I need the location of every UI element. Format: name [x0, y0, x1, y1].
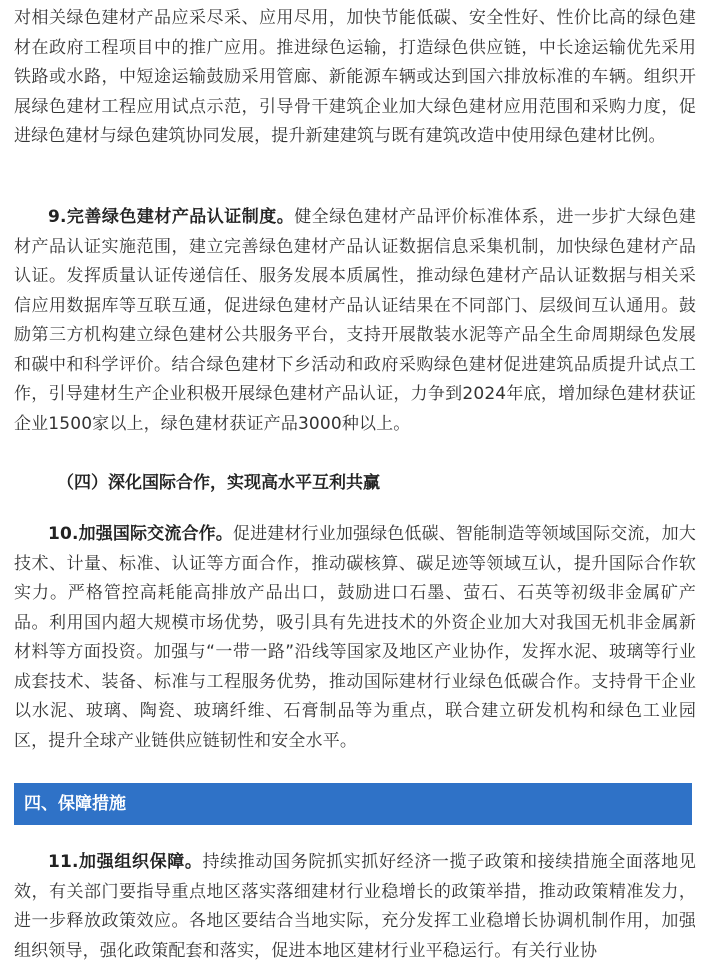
- paragraph-item-9: [14, 203, 696, 439]
- item-9-heading: 9.完善绿色建材产品认证制度。: [48, 207, 295, 227]
- paragraph-item-11: [14, 848, 696, 966]
- item-10-heading: 10.加强国际交流合作。: [48, 524, 233, 544]
- paragraph-green-building-materials-application: [14, 4, 696, 184]
- section-heading-safeguard-measures: 四、保障措施: [14, 783, 692, 825]
- item-10-text: 促进建材行业加强绿色低碳、智能制造等领域国际交流，加大技术、计量、标准、认证等方面合作，推动碳核算、碳足迹等领域互认，提升国际合作软实力。严格管控高耗能高排放产品出口，鼓励进口石墨、萤石、石英等初级非金属矿产品。利用国内超大规模市场优势，吸引具有先进技术的外资企业加大对我国无机非金属新材料等方面投资。加强与“一带一路”沿线等国家及地区产业协作，发挥水泥、玻璃等行业成套技术、装备、标准与工程服务优势，推动国际建材行业绿色低碳合作。支持骨干企业以水泥、玻璃、陶瓷、玻璃纤维、石膏制品等为重点，联合建立研发机构和绿色工业园区，提升全球产业链供应链韧性和安全水平。: [14, 524, 696, 751]
- paragraph-item-10: [14, 520, 696, 756]
- item-11-heading: 11.加强组织保障。: [48, 852, 203, 872]
- item-9-text: 健全绿色建材产品评价标准体系，进一步扩大绿色建材产品认证实施范围，建立完善绿色建材产品认证数据信息采集机制，加快绿色建材产品认证。发挥质量认证传递信任、服务发展本质属性，推动绿色建材产品认证数据与相关采信应用数据库等互联互通，促进绿色建材产品认证结果在不同部门、层级间互认通用。鼓励第三方机构建立绿色建材公共服务平台，支持开展散装水泥等产品全生命周期绿色发展和碳中和科学评价。结合绿色建材下乡活动和政府采购绿色建材促进建筑品质提升试点工作，引导建材生产企业积极开展绿色建材产品认证，力争到2024年底，增加绿色建材获证企业1500家以上，绿色建材获证产品3000种以上。: [14, 207, 696, 434]
- subheading-international-cooperation: （四）深化国际合作，实现高水平互利共赢: [57, 473, 380, 493]
- item-11-text: 持续推动国务院抓实抓好经济一揽子政策和接续措施全面落地见效，有关部门要指导重点地区落实落细建材行业稳增长的政策举措，推动政策精准发力，进一步释放政策效应。各地区要结合当地实际，充分发挥工业稳增长协调机制作用，加强组织领导，强化政策配套和落实，促进本地区建材行业平稳运行。有关行业协: [14, 852, 696, 961]
- paragraph-text: 对相关绿色建材产品应采尽采、应用尽用，加快节能低碳、安全性好、性价比高的绿色建材在政府工程项目中的推广应用。推进绿色运输，打造绿色供应链，中长途运输优先采用铁路或水路，中短途运输鼓励采用管廊、新能源车辆或达到国六排放标准的车辆。组织开展绿色建材工程应用试点示范，引导骨干建筑企业加大绿色建材应用范围和采购力度，促进绿色建材与绿色建筑协同发展，提升新建建筑与既有建筑改造中使用绿色建材比例。: [14, 8, 696, 146]
